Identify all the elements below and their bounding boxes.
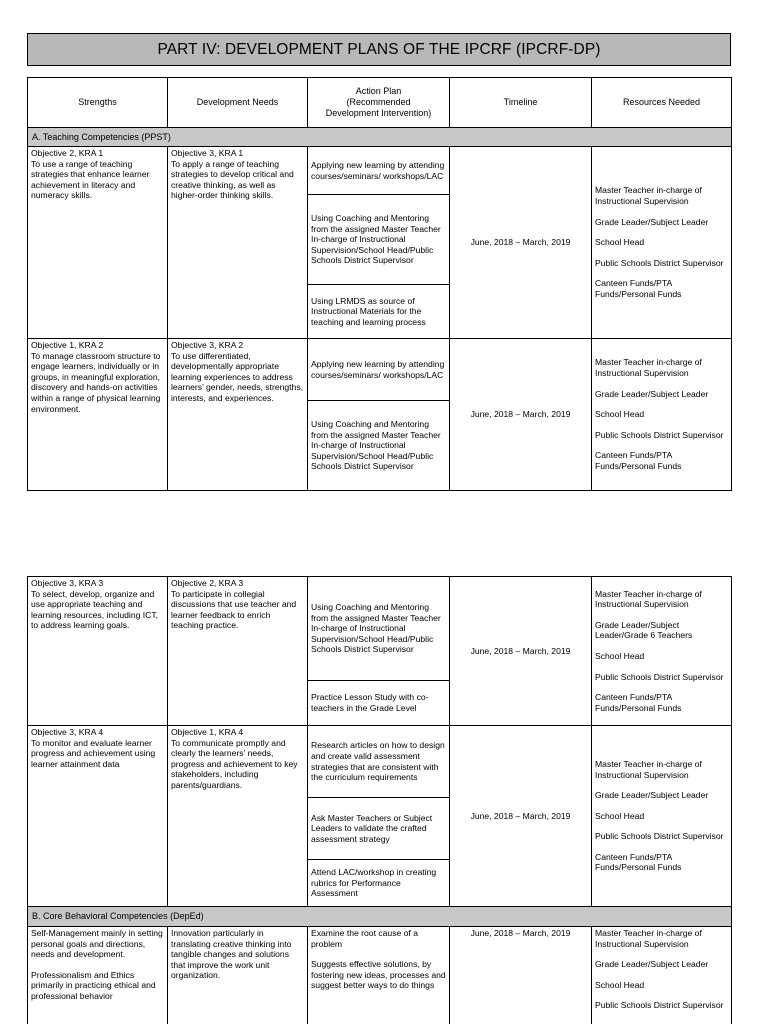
action-cell: Attend LAC/workshop in creating rubrics for Performance Assessment xyxy=(308,860,450,907)
strength-title: Objective 3, KRA 4 xyxy=(31,727,104,737)
timeline-cell: June, 2018 – March, 2019 xyxy=(450,339,592,491)
timeline-cell: June, 2018 – March, 2019 xyxy=(450,726,592,907)
resource-item: Canteen Funds/PTA Funds/Personal Funds xyxy=(595,450,682,471)
action-cell: Ask Master Teachers or Subject Leaders to validate the crafted assessment strategy xyxy=(308,798,450,860)
table-row xyxy=(28,726,732,798)
resource-item: Canteen Funds/PTA Funds/Personal Funds xyxy=(595,692,682,713)
header-development-needs: Development Needs xyxy=(168,78,308,128)
action-cell: Using LRMDS as source of Instructional Materials for the teaching and learning process xyxy=(308,285,450,339)
development-plan-table-2 xyxy=(27,576,732,1024)
strength-cell xyxy=(28,339,168,491)
resource-item: Canteen Funds/PTA Funds/Personal Funds xyxy=(595,278,682,299)
resource-item: Public Schools District Supervisor xyxy=(595,257,724,268)
resource-item: Master Teacher in-charge of Instructional Supervision xyxy=(595,758,702,780)
section-b-label: B. Core Behavioral Competencies (DepEd) xyxy=(28,907,732,927)
resource-item: Master Teacher in-charge of Instructional Supervision xyxy=(595,928,702,949)
resources-cell xyxy=(592,339,732,491)
resources-cell xyxy=(592,927,732,1024)
header-timeline: Timeline xyxy=(450,78,592,128)
strength-cell xyxy=(28,726,168,907)
strength-text: To monitor and evaluate learner progress and achievement using learner attainment data xyxy=(31,737,156,769)
resource-item: School Head xyxy=(595,409,645,420)
resource-item: Public Schools District Supervisor xyxy=(595,429,724,440)
need-cell xyxy=(168,927,308,1024)
resources-cell xyxy=(592,726,732,907)
resource-item: Master Teacher in-charge of Instructional Supervision xyxy=(595,588,702,610)
action-cell: Applying new learning by attending courses/seminars/ workshops/LAC xyxy=(308,147,450,195)
resource-item: Grade Leader/Subject Leader xyxy=(595,959,709,970)
table-row xyxy=(28,339,732,401)
resource-item: School Head xyxy=(595,979,645,990)
need-text: To communicate promptly and clearly the learners’ needs, progress and achievement to key stakeholders, including parents/guardians. xyxy=(171,737,298,790)
resource-item: Master Teacher in-charge of Instructional Supervision xyxy=(595,185,702,207)
resource-item: Public Schools District Supervisor xyxy=(595,831,724,842)
need-text: To participate in collegial discussions that use teacher and learner feedback to enrich teaching practice. xyxy=(171,588,297,631)
header-action-plan: Action Plan (Recommended Development Intervention) xyxy=(308,78,450,128)
resource-item: School Head xyxy=(595,237,645,248)
need-cell xyxy=(168,577,308,726)
strength-text: Professionalism and Ethics primarily in practicing ethical and professional behavior xyxy=(31,969,156,1001)
resource-item: Grade Leader/Subject Leader xyxy=(595,790,709,801)
action-cell: Using Coaching and Mentoring from the assigned Master Teacher In-charge of Instructional Supervision/School Head/Public Schools District Supervisor xyxy=(308,195,450,285)
timeline-cell: June, 2018 – March, 2019 xyxy=(450,577,592,726)
table-row xyxy=(28,927,732,1024)
strength-title: Objective 2, KRA 1 xyxy=(31,148,104,158)
strength-cell xyxy=(28,927,168,1024)
need-cell xyxy=(168,147,308,339)
resource-item: Canteen Funds/PTA Funds/Personal Funds xyxy=(595,851,682,873)
resource-item: School Head xyxy=(595,810,645,821)
action-text: Suggests effective solutions, by fostering new ideas, processes and suggest better ways to do things xyxy=(311,959,446,991)
resources-cell xyxy=(592,147,732,339)
table-row xyxy=(28,577,732,681)
page-title: PART IV: DEVELOPMENT PLANS OF THE IPCRF (IPCRF-DP) xyxy=(27,33,731,66)
need-text: To apply a range of teaching strategies to develop critical and creative thinking, as well as higher-order thinking skills. xyxy=(171,158,294,201)
strength-title: Objective 1, KRA 2 xyxy=(31,340,104,350)
resource-item: Public Schools District Supervisor xyxy=(595,671,724,682)
resource-item: Public Schools District Supervisor xyxy=(595,1000,724,1011)
need-title: Objective 1, KRA 4 xyxy=(171,727,244,737)
strength-title: Objective 3, KRA 3 xyxy=(31,578,104,588)
header-strengths: Strengths xyxy=(28,78,168,128)
action-cell: Using Coaching and Mentoring from the assigned Master Teacher In-charge of Instructional Supervision/School Head/Public Schools District Supervisor xyxy=(308,577,450,681)
section-a-label: A. Teaching Competencies (PPST) xyxy=(28,128,732,147)
action-cell: Research articles on how to design and create valid assessment strategies that are consistent with the curriculum requirements xyxy=(308,726,450,798)
need-text: Innovation particularly in translating creative thinking into tangible changes and solutions that improve the work unit organization. xyxy=(171,928,292,981)
need-cell xyxy=(168,726,308,907)
strength-text: To use a range of teaching strategies that enhance learner achievement in literacy and numeracy skills. xyxy=(31,158,150,201)
resource-item: School Head xyxy=(595,651,645,661)
action-cell: Using Coaching and Mentoring from the assigned Master Teacher In-charge of Instructional Supervision/School Head/Public Schools District Supervisor xyxy=(308,401,450,491)
strength-text: Self-Management mainly in setting personal goals and directions, needs and development. xyxy=(31,928,163,960)
resource-item: Grade Leader/Subject Leader xyxy=(595,388,709,399)
header-row xyxy=(28,78,732,128)
resource-item: Grade Leader/Subject Leader/Grade 6 Teachers xyxy=(595,619,693,641)
section-row-b xyxy=(28,907,732,927)
strength-cell xyxy=(28,147,168,339)
table-row xyxy=(28,147,732,195)
need-title: Objective 2, KRA 3 xyxy=(171,578,244,588)
action-cell: Applying new learning by attending courses/seminars/ workshops/LAC xyxy=(308,339,450,401)
development-plan-table-1 xyxy=(27,77,732,491)
timeline-cell: June, 2018 – March, 2019 xyxy=(450,147,592,339)
need-title: Objective 3, KRA 2 xyxy=(171,340,244,350)
section-row-a xyxy=(28,128,732,147)
action-cell: Practice Lesson Study with co-teachers in the Grade Level xyxy=(308,681,450,726)
strength-text: To select, develop, organize and use appropriate teaching and learning resources, including ICT, to address learning goals. xyxy=(31,588,159,631)
strength-text: To manage classroom structure to engage learners, individually or in groups, in meaningful exploration, discovery and hands-on activities within a range of physical learning environment. xyxy=(31,350,161,414)
header-resources: Resources Needed xyxy=(592,78,732,128)
need-text: To use differentiated, developmentally appropriate learning experiences to address learners’ gender, needs, strengths, interests, and experiences. xyxy=(171,350,304,403)
strength-cell xyxy=(28,577,168,726)
resource-item: Master Teacher in-charge of Instructional Supervision xyxy=(595,357,702,379)
resource-item: Grade Leader/Subject Leader xyxy=(595,216,709,227)
action-text: Examine the root cause of a problem xyxy=(311,928,419,949)
need-cell xyxy=(168,339,308,491)
action-cell xyxy=(308,927,450,1024)
resources-cell xyxy=(592,577,732,726)
need-title: Objective 3, KRA 1 xyxy=(171,148,244,158)
timeline-cell: June, 2018 – March, 2019 xyxy=(450,927,592,1024)
